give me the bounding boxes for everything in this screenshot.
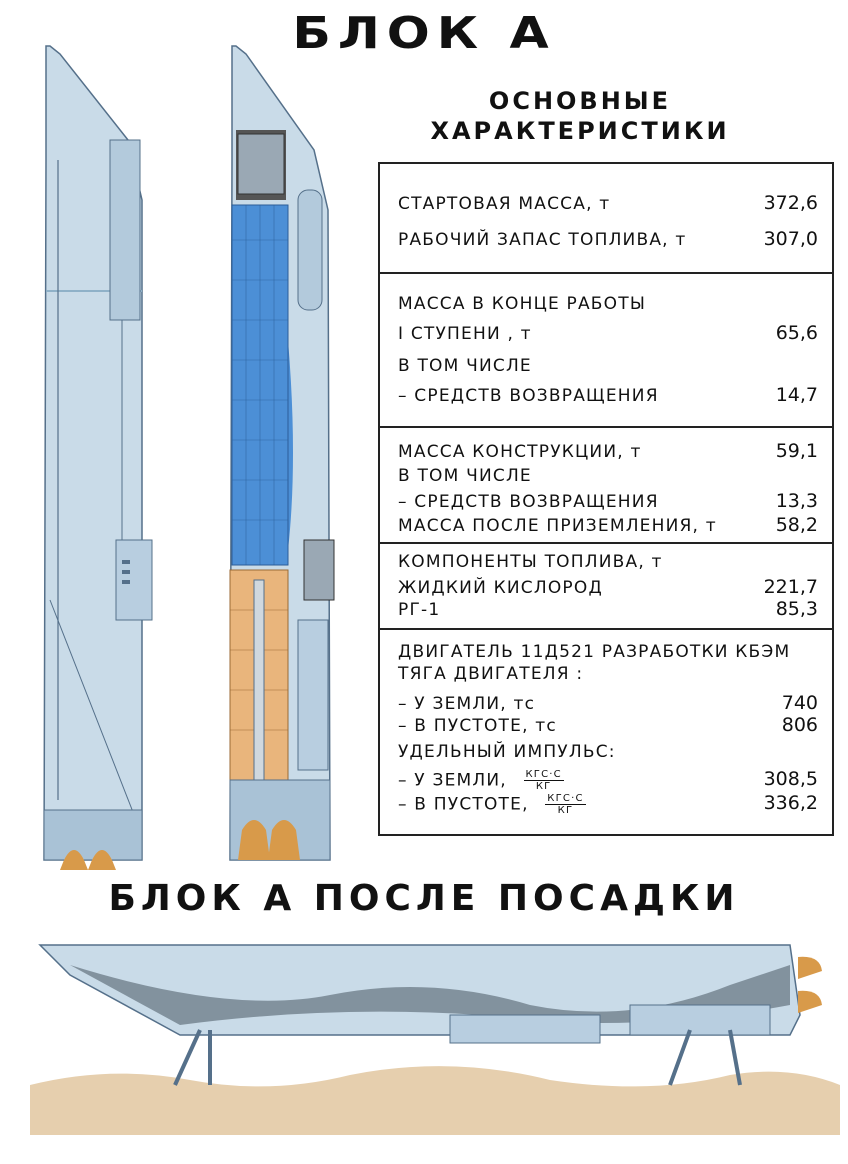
rocket-exterior-illustration — [30, 40, 170, 870]
unit-fraction — [524, 769, 564, 792]
row-label: УДЕЛЬНЫЙ ИМПУЛЬС: — [398, 742, 616, 762]
row-label: I СТУПЕНИ , т — [398, 324, 532, 344]
row-label: СТАРТОВАЯ МАССА, т — [398, 194, 611, 214]
row-label: РГ-1 — [398, 600, 441, 620]
row-value: 65,6 — [775, 322, 818, 344]
row-return-means — [398, 384, 818, 408]
row-value: 372,6 — [763, 192, 818, 214]
row-isp-vacuum — [398, 792, 818, 816]
characteristics-table — [378, 162, 834, 836]
row-thrust-vacuum — [398, 714, 818, 738]
row-launch-mass — [398, 192, 818, 216]
row-label: ДВИГАТЕЛЬ 11Д521 РАЗРАБОТКИ КБЭМ — [398, 642, 791, 662]
section-structure-mass — [380, 428, 832, 544]
row-label: – В ПУСТОТЕ, — [398, 794, 529, 814]
row-label: КОМПОНЕНТЫ ТОПЛИВА, т — [398, 552, 663, 572]
row-value: 308,5 — [763, 768, 818, 790]
row-label: – У ЗЕМЛИ, — [398, 770, 507, 790]
unit-denominator: КГ — [535, 780, 552, 792]
row-lox — [398, 576, 818, 600]
row-propellants — [398, 552, 818, 576]
row-value: 336,2 — [763, 792, 818, 814]
row-value: 806 — [781, 714, 818, 736]
section-propellants — [380, 544, 832, 630]
row-including — [398, 356, 818, 380]
row-stage1 — [398, 322, 818, 346]
row-label: МАССА В КОНЦЕ РАБОТЫ — [398, 294, 647, 314]
row-rg1 — [398, 598, 818, 622]
characteristics-heading — [380, 86, 780, 146]
row-label-with-unit — [398, 769, 564, 792]
row-value: 221,7 — [763, 576, 818, 598]
row-thrust-sea-level — [398, 692, 818, 716]
row-return-means — [398, 490, 818, 514]
unit-fraction — [545, 793, 585, 816]
row-label: МАССА ПОСЛЕ ПРИЗЕМЛЕНИЯ, т — [398, 516, 717, 536]
characteristics-heading-line1: ОСНОВНЫЕ — [488, 87, 672, 115]
unit-numerator: КГС·С — [525, 768, 562, 780]
row-thrust — [398, 664, 818, 688]
row-label: РАБОЧИЙ ЗАПАС ТОПЛИВА, т — [398, 230, 687, 250]
section-end-mass — [380, 274, 832, 428]
row-label: В ТОМ ЧИСЛЕ — [398, 466, 532, 486]
row-isp-sea-level — [398, 768, 818, 792]
row-value: 58,2 — [775, 514, 818, 536]
row-value: 307,0 — [763, 228, 818, 250]
row-label: ЖИДКИЙ КИСЛОРОД — [398, 578, 603, 598]
section-engine — [380, 630, 832, 834]
row-value: 85,3 — [775, 598, 818, 620]
unit-numerator: КГС·С — [547, 792, 584, 804]
row-value: 13,3 — [775, 490, 818, 512]
row-label: ТЯГА ДВИГАТЕЛЯ : — [398, 664, 584, 684]
unit-denominator: КГ — [557, 804, 574, 816]
row-label: – СРЕДСТВ ВОЗВРАЩЕНИЯ — [398, 386, 659, 406]
row-engine — [398, 642, 818, 666]
row-label: МАССА КОНСТРУКЦИИ, т — [398, 442, 642, 462]
section-mass — [380, 164, 832, 274]
row-label: – В ПУСТОТЕ, тс — [398, 716, 557, 736]
row-value: 59,1 — [775, 440, 818, 462]
row-end-mass — [398, 294, 818, 318]
landed-stage-illustration — [30, 935, 840, 1135]
row-fuel-reserve — [398, 228, 818, 252]
page-title: БЛОК А — [292, 8, 556, 59]
row-specific-impulse — [398, 742, 818, 766]
row-landed-mass — [398, 514, 818, 538]
row-value: 740 — [781, 692, 818, 714]
row-including — [398, 466, 818, 490]
row-label: В ТОМ ЧИСЛЕ — [398, 356, 532, 376]
row-label: – СРЕДСТВ ВОЗВРАЩЕНИЯ — [398, 492, 659, 512]
characteristics-heading-line2: ХАРАКТЕРИСТИКИ — [430, 117, 730, 145]
row-label: – У ЗЕМЛИ, тс — [398, 694, 536, 714]
landed-stage-title: БЛОК А ПОСЛЕ ПОСАДКИ — [108, 878, 740, 919]
rocket-cutaway-illustration — [218, 40, 358, 870]
row-value: 14,7 — [775, 384, 818, 406]
row-label-with-unit — [398, 793, 586, 816]
row-structure-mass — [398, 440, 818, 464]
